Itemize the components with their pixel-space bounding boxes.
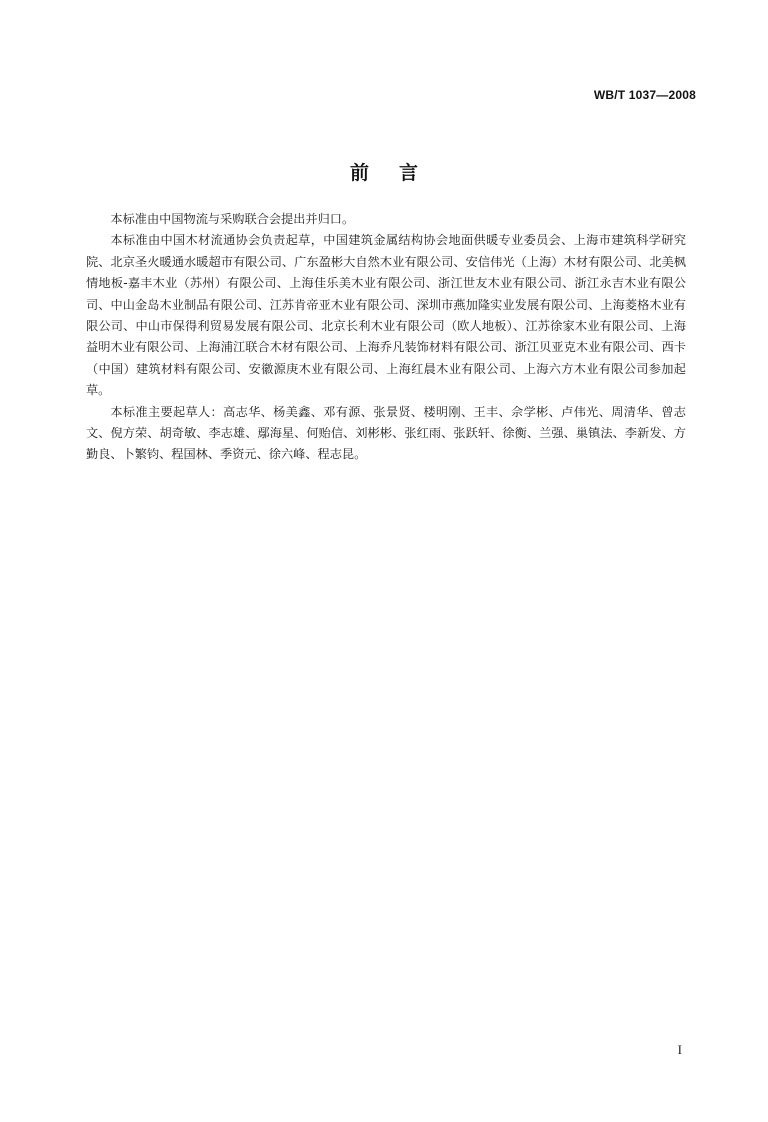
page-number: I	[677, 1042, 682, 1057]
paragraph-drafting-units: 本标准由中国木材流通协会负责起草，中国建筑金属结构协会地面供暖专业委员会、上海市建筑科学研究院、北京圣火暖通水暖超市有限公司、广东盈彬大自然木业有限公司、安信伟光（上海）木材有限公司、北美枫情地板-嘉丰木业（苏州）有限公司、上海佳乐美木业有限公司、浙江世友木业有限公司、浙江永吉木业有限公司、中山金岛木业制品有限公司、江苏肯帝亚木业有限公司、深圳市燕加隆实业发展有限公司、上海菱格木业有限公司、中山市保得利贸易发展有限公司、北京长利木业有限公司（欧人地板）、江苏徐家木业有限公司、上海益明木业有限公司、上海浦江联合木材有限公司、上海乔凡装饰材料有限公司、浙江贝亚克木业有限公司、西卡（中国）建筑材料有限公司、安徽源庚木业有限公司、上海红晨木业有限公司、上海六方木业有限公司参加起草。	[86, 233, 686, 398]
paragraph-proposal: 本标准由中国物流与采购联合会提出并归口。	[110, 212, 355, 226]
section-title: 前言	[349, 162, 448, 184]
body-text	[86, 209, 686, 466]
standard-code: WB/T 1037—2008	[593, 88, 696, 102]
paragraph-drafters: 本标准主要起草人：高志华、杨美鑫、邓有源、张景贤、楼明刚、王丰、佘学彬、卢伟光、周清华、曾志文、倪方荣、胡奇敏、李志雄、鄢海星、何贻信、刘彬彬、张红雨、张跃轩、徐衡、兰强、巢镇法、李新发、方勤良、卜繁钧、程国林、季资元、徐六峰、程志昆。	[86, 404, 686, 462]
